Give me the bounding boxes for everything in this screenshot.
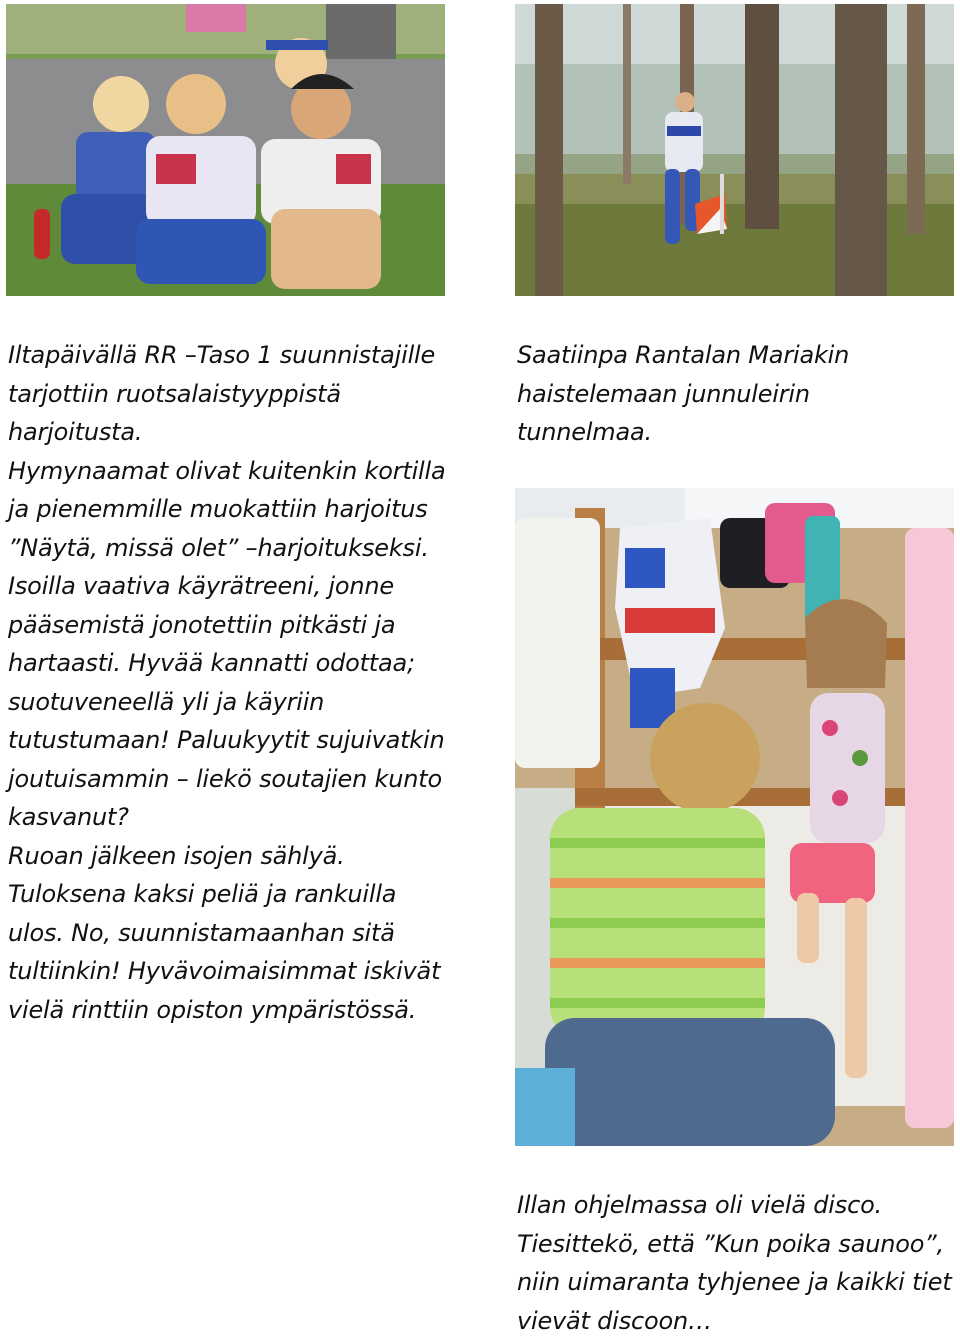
right-bottom-caption-text: Illan ohjelmassa oli vielä disco. Tiesittekö, että ”Kun poika saunoo”, niin uimaranta tyhjenee ja kaikki tiet vievät discoon…	[517, 1191, 952, 1335]
photo-forest-orienteer	[515, 4, 954, 296]
photo-kids-ice-cream-image	[6, 4, 445, 296]
photo-forest-orienteer-image	[515, 4, 954, 296]
left-paragraph-4: Ruoan jälkeen isojen sählyä. Tuloksena kaksi peliä ja rankuilla ulos. No, suunnistamaanhan sitä tultiinkin! Hyvävoimaisimmat iskivät vielä rinttiin opiston ympäristössä.	[8, 841, 441, 1024]
photo-kids-ice-cream	[6, 4, 445, 296]
left-paragraph-2: Hymynaamat olivat kuitenkin kortilla ja pienemmille muokattiin harjoitus ”Näytä, missä olet” –harjoitukseksi.	[8, 456, 446, 562]
left-article-text	[8, 336, 448, 1029]
right-bottom-caption	[517, 1186, 953, 1340]
right-top-caption-text: Saatiinpa Rantalan Mariakin haistelemaan junnuleirin tunnelmaa.	[517, 341, 850, 446]
photo-bunk-room-image	[515, 488, 954, 1146]
photo-bunk-room	[515, 488, 954, 1146]
right-top-caption	[517, 336, 947, 452]
left-paragraph-1: Iltapäivällä RR –Taso 1 suunnistajille tarjottiin ruotsalaistyyppistä harjoitusta.	[8, 341, 436, 446]
left-paragraph-3: Isoilla vaativa käyrätreeni, jonne pääsemistä jonotettiin pitkästi ja hartaasti. Hyvää kannatti odottaa; suotuveneellä yli ja käyriin tutustumaan! Paluukyytit sujuivatkin joutuisammin – liekö soutajien kunto kasvanut?	[8, 572, 445, 831]
